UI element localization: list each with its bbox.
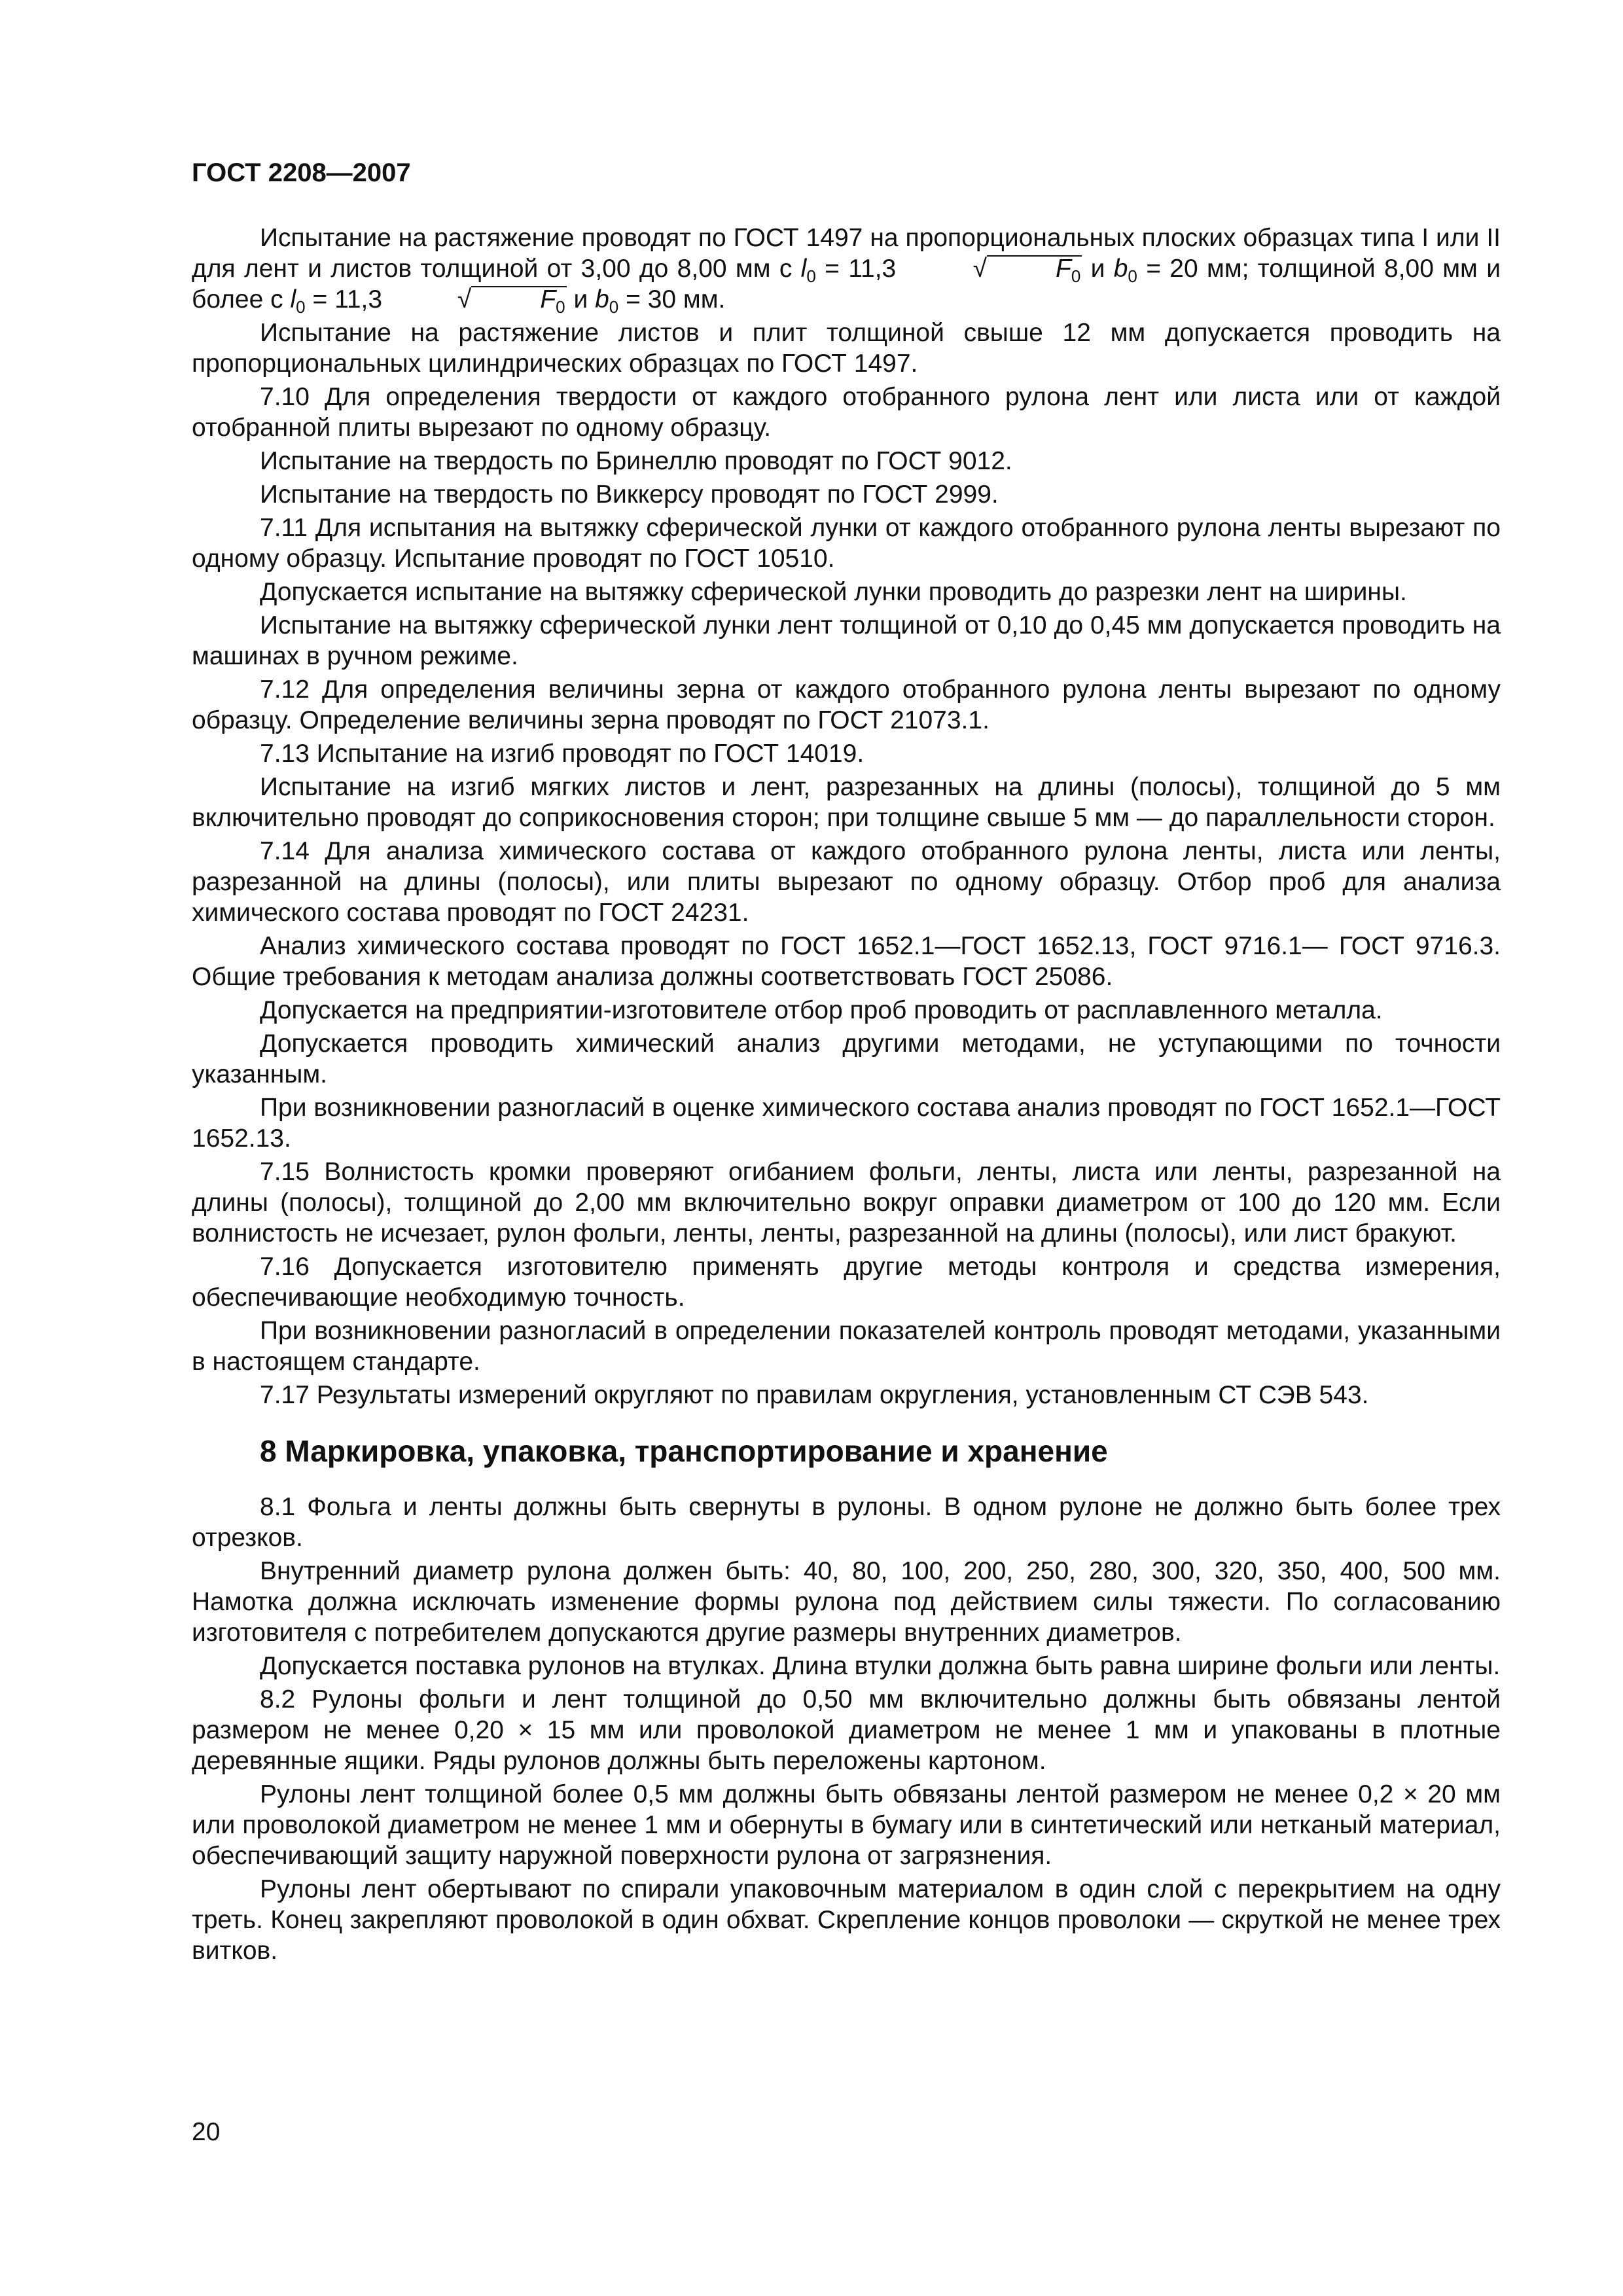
paragraph: Допускается испытание на вытяжку сферической лунки проводить до разрезки лент на ширины. [260, 578, 1407, 606]
paragraph: Анализ химического состава проводят по ГОСТ 1652.1—ГОСТ 1652.13, ГОСТ 9716.1— ГОСТ 9716.3. Общие требования к методам анализа должны соответствовать ГОСТ 25086. [192, 932, 1501, 991]
paragraph: Допускается проводить химический анализ другими методами, не уступающими по точности указанным. [192, 1030, 1501, 1088]
document-header: ГОСТ 2208—2007 [192, 158, 411, 187]
text-run: Испытание на растяжение проводят по ГОСТ 1497 на пропорциональных плоских образцах типа I или II для лент и листов толщиной от 3,00 до 8,00 мм с [192, 224, 1501, 283]
paragraph: 7.17 Результаты измерений округляют по правилам округления, установленным СТ СЭВ 543. [260, 1381, 1369, 1409]
text-run: = 20 мм; толщиной 8,00 мм и более с [192, 255, 1501, 314]
text-run: = 30 мм. [618, 285, 726, 314]
paragraph: При возникновении разногласий в определении показателей контроль проводят методами, указанными в настоящем стандарте. [192, 1317, 1501, 1376]
paragraph: Испытание на изгиб мягких листов и лент, разрезанных на длины (полосы), толщиной до 5 мм включительно проводят до соприкосновения сторон; при толщине свыше 5 мм — до параллельности сторон. [192, 773, 1501, 832]
paragraph: Испытание на твердость по Виккерсу проводят по ГОСТ 2999. [260, 480, 999, 509]
sqrt-symbol: √ $F_0$ [972, 255, 1081, 286]
section-heading-8: 8 Маркировка, упаковка, транспортирование и хранение [260, 1434, 1108, 1468]
formula-b0: $b_0$ [1113, 255, 1137, 286]
paragraph: Рулоны лент толщиной более 0,5 мм должны быть обвязаны лентой размером не менее 0,2 × 20 мм или проволокой диаметром не менее 1 мм и обернуты в бумагу или в синтетический или нетканый материал, обеспечивающий защиту наружной поверхности рулона от загрязнения. [192, 1780, 1501, 1870]
paragraph: 7.14 Для анализа химического состава от каждого отобранного рулона ленты, листа или ленты, разрезанной на длины (полосы), или плиты вырезают по одному образцу. Отбор проб для анализа химического состава проводят по ГОСТ 24231. [192, 837, 1501, 927]
paragraph: Рулоны лент обертывают по спирали упаковочным материалом в один слой с перекрытием на одну треть. Конец закрепляют проволокой в один обхват. Скрепление концов проволоки — скруткой не менее трех витков. [192, 1875, 1501, 1965]
page-number: 20 [192, 2118, 221, 2146]
paragraph: 8.2 Рулоны фольги и лент толщиной до 0,50 мм включительно должны быть обвязаны лентой размером не менее 0,20 × 15 мм или проволокой диаметром не менее 1 мм и упакованы в плотные деревянные ящики. Ряды рулонов должны быть переложены картоном. [192, 1685, 1501, 1775]
paragraph: 7.15 Волнистость кромки проверяют огибанием фольги, ленты, листа или ленты, разрезанной на длины (полосы), толщиной до 2,00 мм включительно вокруг оправки диаметром от 100 до 120 мм. Если волнистость не исчезает, рулон фольги, ленты, ленты, разрезанной на длины (полосы), или лист бракуют. [192, 1158, 1501, 1247]
paragraph: При возникновении разногласий в оценке химического состава анализ проводят по ГОСТ 1652.1—ГОСТ 1652.13. [192, 1094, 1501, 1153]
paragraph-tensile-test: Испытание на растяжение проводят по ГОСТ 1497 на пропорциональных плоских образцах типа I или II для лент и листов толщиной от 3,00 до 8,00 мм с $l_0 = 11,3$ √ $F_0$ и $b_0 = 20$ мм; толщиной 8,00 мм и более с $l_0 = 11,3$ √ $F_0$ и $b_0 = 30$ мм. [192, 224, 1501, 317]
paragraph: Испытание на вытяжку сферической лунки лент толщиной от 0,10 до 0,45 мм допускается проводить на машинах в ручном режиме. [192, 611, 1501, 670]
document-page [192, 157, 1501, 1969]
paragraph: 7.16 Допускается изготовителю применять другие методы контроля и средства измерения, обеспечивающие необходимую точность. [192, 1253, 1501, 1312]
paragraph: Внутренний диаметр рулона должен быть: 40, 80, 100, 200, 250, 280, 300, 320, 350, 400, 500 мм. Намотка должна исключать изменение формы рулона под действием силы тяжести. По согласованию изготовителя с потребителем допускаются другие размеры внутренних диаметров. [192, 1557, 1501, 1647]
paragraph: 7.13 Испытание на изгиб проводят по ГОСТ 14019. [260, 740, 865, 768]
paragraph: 8.1 Фольга и ленты должны быть свернуты в рулоны. В одном рулоне не должно быть более трех отрезков. [192, 1493, 1501, 1552]
formula-l0-second: $l_0 = 11,3$ √ $F_0$ [290, 285, 565, 317]
paragraph: 7.10 Для определения твердости от каждого отобранного рулона лент или листа или от каждой отобранной плиты вырезают по одному образцу. [192, 383, 1501, 442]
paragraph: 7.11 Для испытания на вытяжку сферической лунки от каждого отобранного рулона ленты вырезают по одному образцу. Испытание проводят по ГОСТ 10510. [192, 514, 1501, 573]
paragraph: Испытание на растяжение листов и плит толщиной свыше 12 мм допускается проводить на пропорциональных цилиндрических образцах по ГОСТ 1497. [192, 319, 1501, 378]
formula-b0-second: $b_0$ [595, 285, 619, 317]
paragraph: 7.12 Для определения величины зерна от каждого отобранного рулона ленты вырезают по одному образцу. Определение величины зерна проводят по ГОСТ 21073.1. [192, 675, 1501, 734]
sqrt-symbol: √ $F_0$ [457, 285, 565, 317]
paragraph: Допускается на предприятии-изготовителе отбор проб проводить от расплавленного металла. [260, 996, 1383, 1024]
paragraph: Допускается поставка рулонов на втулках. Длина втулки должна быть равна ширине фольги или ленты. [260, 1652, 1501, 1680]
formula-l0: $l_0 = 11,3$ √ $F_0$ [800, 255, 1081, 286]
paragraph: Испытание на твердость по Бринеллю проводят по ГОСТ 9012. [260, 447, 1012, 475]
